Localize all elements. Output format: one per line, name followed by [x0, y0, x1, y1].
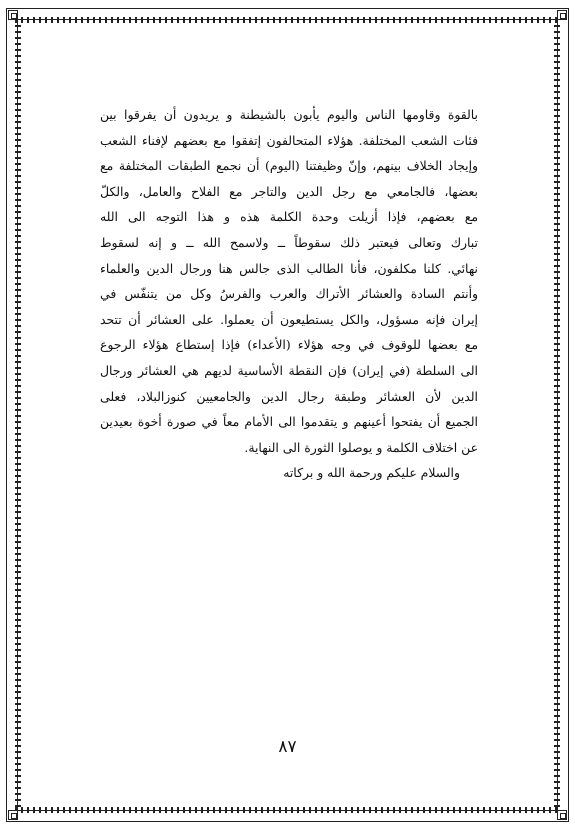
corner-ornament-top-left	[8, 10, 18, 20]
text-line: الدين لأن العشائر وطبقة رجال الدين والجامعيين كنوزالبلاد، فعلى	[100, 388, 478, 404]
corner-ornament-bottom-left	[8, 810, 18, 820]
text-line: عن اختلاف الكلمة و يوصلوا الثورة الى النهاية.	[244, 439, 478, 455]
text-line: إيران فإنه مسؤول، والكل يستطيعون أن يعملوا. على العشائر أن تتحد	[100, 311, 478, 327]
text-line: مع بعضهم، فإذا أزيلت وحدة الكلمة هذه و هذا التوجه الى الله	[100, 209, 478, 225]
text-line: الى السلطة (في إيران) فإن النقطة الأساسية لديهم هي العشائر ورجال	[100, 362, 478, 378]
corner-ornament-top-right	[557, 10, 567, 20]
page-number: ٨٧	[278, 737, 297, 757]
text-line: مع بعضها للوقوف في وجه هؤلاء (الأعداء) فإذا إستطاع هؤلاء الرجوع	[100, 337, 478, 353]
closing-salutation: والسلام عليكم ورحمة الله و بركاته	[283, 465, 460, 481]
text-line: نهائي. كلنا مكلفون، فأنا الطالب الذى جالس هنا ورجال الدين والعلماء	[100, 260, 478, 276]
text-line: تبارك وتعالى فيعتبر ذلك سقوطاً ــ ولاسمح الله ــ و إنه لسقوط	[100, 234, 478, 250]
text-line: بعضها، فالجامعي مع رجل الدين والتاجر مع الفلاح والعامل، والكلّ	[100, 183, 478, 199]
text-line: وأنتم السادة والعشائر الأتراك والعرب والفرسُ وكل من يتنفّس في	[100, 286, 478, 302]
text-line: فئات الشعب المختلفة. هؤلاء المتحالفون إتفقوا مع بعضهم لإفناء الشعب	[100, 132, 478, 148]
corner-ornament-bottom-right	[557, 810, 567, 820]
text-line: بالقوة وقاومها الناس واليوم يأبون بالشيطنة و يريدون أن يفرقوا بين	[100, 107, 478, 122]
text-line: وإيجاد الخلاف بينهم، وإنّ وظيفتنا (اليوم) أن نجمع الطبقات المختلفة مع	[100, 158, 478, 174]
text-line: الجميع أن يفتحوا أعينهم و يتقدموا الى الأمام معاً في صورة أخوة بعيدين	[100, 414, 478, 430]
body-text	[100, 102, 478, 486]
